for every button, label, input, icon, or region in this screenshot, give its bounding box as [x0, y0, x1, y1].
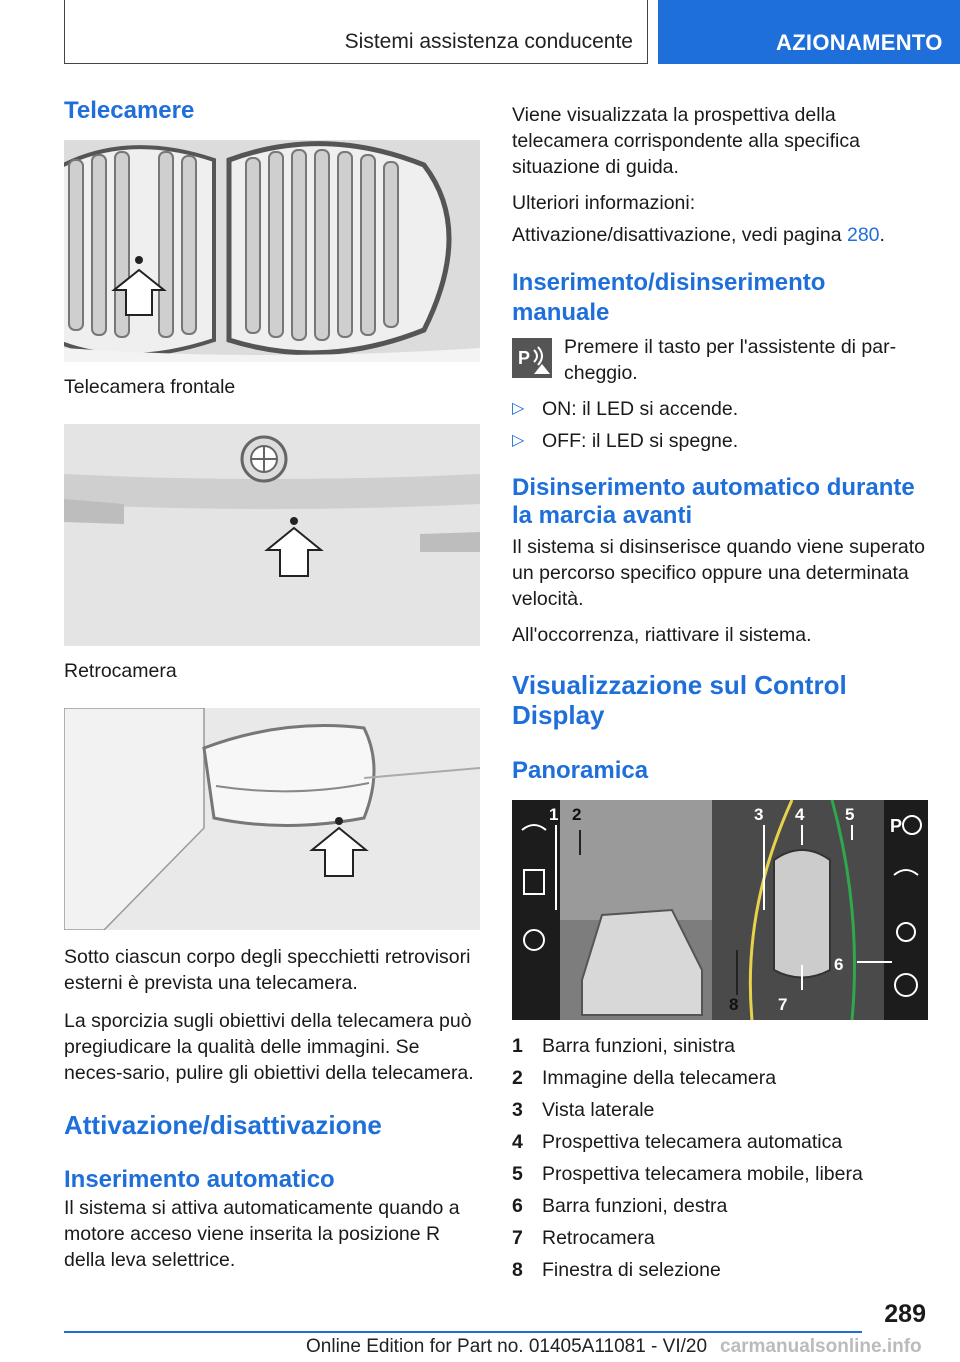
svg-text:P: P — [890, 816, 903, 836]
legend-item: 4 Prospettiva telecamera automatica — [512, 1131, 843, 1153]
para-auto-off: Il sistema si disinserisce quando viene superato un percorso specifico oppure una determinata velocità. — [512, 536, 925, 610]
legend-list — [512, 1030, 928, 1286]
bullet-text: ON: il LED si accende. — [542, 398, 739, 420]
section-title: Sistemi assistenza conducente — [344, 30, 633, 53]
heading-auto-off: Disinserimento automatico durante la marcia avanti — [512, 474, 915, 529]
legend-item: 3 Vista laterale — [512, 1099, 655, 1121]
reference-end: . — [879, 224, 885, 246]
page-number: 289 — [884, 1300, 926, 1328]
legend-item: 8 Finestra di selezione — [512, 1259, 721, 1281]
page-link[interactable]: 280 — [846, 224, 880, 246]
bullet-on — [512, 396, 928, 422]
para-reactivate: All'occorrenza, riattivare il sistema. — [512, 624, 812, 646]
footer-divider — [64, 1331, 862, 1333]
para-more: Ulteriori informazioni: — [512, 192, 696, 214]
legend-item: 2 Immagine della telecamera — [512, 1067, 777, 1089]
heading-auto-on: Inserimento automatico — [64, 1166, 335, 1193]
parking-button-row — [512, 334, 928, 386]
figure-label-1: 1 — [549, 805, 559, 824]
para-mirror: Sotto ciascun corpo degli specchietti retrovisori esterni è prevista una telecamera. — [64, 946, 471, 994]
triangle-bullet-icon: ▷ — [512, 400, 525, 417]
watermark: carmanualsonline.info — [720, 1336, 922, 1357]
para-reference — [512, 222, 928, 248]
header-section-box — [64, 0, 648, 64]
svg-text:P: P — [518, 348, 531, 368]
right-column — [512, 102, 928, 1286]
caption-rear-camera: Retrocamera — [64, 660, 177, 682]
para-view: Viene visualizzata la prospettiva della telecamera corrispondente alla specifica situazione di guida. — [512, 104, 860, 178]
heading-activation: Attivazione/disattivazione — [64, 1110, 382, 1140]
figure-label-2: 2 — [572, 805, 582, 824]
para-dirt: La sporcizia sugli obiettivi della telecamera può pregiudicare la qualità delle immagini. Se neces-sario, pulire gli obiettivi della telecamera. — [64, 1010, 474, 1084]
figure-label-7: 7 — [778, 995, 788, 1014]
heading-overview: Panoramica — [512, 757, 649, 784]
mirror-camera-image — [64, 708, 480, 930]
legend-item: 5 Prospettiva telecamera mobile, libera — [512, 1163, 863, 1185]
heading-cameras: Telecamere — [64, 97, 195, 124]
reference-text: Attivazione/disattivazione, vedi pagina — [512, 224, 847, 246]
legend-item: 6 Barra funzioni, destra — [512, 1195, 728, 1217]
legend-item: 7 Retrocamera — [512, 1227, 655, 1249]
bullet-off — [512, 428, 928, 454]
para-button: Premere il tasto per l'assistente di par-cheggio. — [564, 336, 897, 384]
caption-front-camera: Telecamera frontale — [64, 376, 236, 398]
para-auto-on: Il sistema si attiva automaticamente quando a motore acceso viene inserita la posizione R della leva selettrice. — [64, 1197, 460, 1271]
chapter-tab: AZIONAMENTO — [658, 0, 960, 64]
parking-assistant-button-icon — [512, 338, 552, 378]
left-column — [64, 96, 480, 1273]
figure-label-3: 3 — [754, 805, 764, 824]
figure-label-5: 5 — [845, 805, 855, 824]
rear-camera-image — [64, 424, 480, 646]
bullet-text: OFF: il LED si spegne. — [542, 430, 739, 452]
heading-display: Visualizzazione sul Control Display — [512, 670, 847, 730]
triangle-bullet-icon: ▷ — [512, 432, 525, 449]
heading-manual: Inserimento/disinserimento manuale — [512, 269, 826, 326]
figure-label-8: 8 — [729, 995, 739, 1014]
figure-label-6: 6 — [834, 955, 844, 974]
control-display-image — [512, 800, 928, 1020]
edition-note: Online Edition for Part no. 01405A11081 - VI/20 — [306, 1336, 708, 1357]
front-camera-image — [64, 140, 480, 362]
figure-label-4: 4 — [795, 805, 805, 824]
legend-item: 1 Barra funzioni, sinistra — [512, 1035, 735, 1057]
